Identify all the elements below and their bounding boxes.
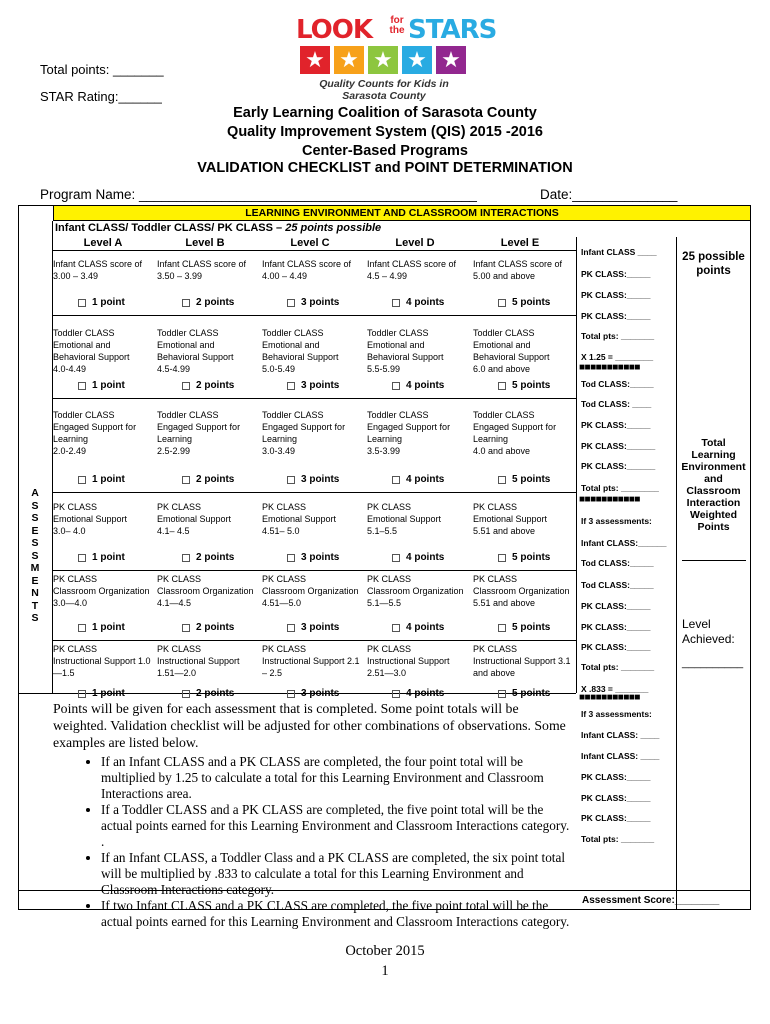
row-divider [53, 570, 576, 571]
page-number: 1 [381, 963, 389, 979]
criteria-line: Toddler CLASS [367, 328, 429, 338]
point-label: 5 points [512, 474, 551, 485]
logo-stars-text: STARS [408, 15, 497, 45]
level-e-heading: Level E [500, 237, 540, 249]
criteria-cell [367, 643, 467, 679]
score-field[interactable]: PK CLASS:_____ [581, 269, 651, 279]
score-field[interactable]: Tod CLASS:_____ [581, 580, 654, 590]
criteria-line: Toddler CLASS [367, 410, 429, 420]
criteria-line: 6.0 and above [473, 364, 531, 374]
title-line-4: VALIDATION CHECKLIST and POINT DETERMINATION [197, 160, 573, 176]
grid-line [53, 250, 576, 251]
criteria-line: Emotional Support [473, 514, 548, 524]
star-icon: ★ [436, 46, 466, 74]
score-field[interactable]: Total pts: _______ [581, 662, 655, 672]
point-label: 2 points [196, 622, 235, 633]
level-a-heading: Level A [83, 237, 123, 249]
criteria-line: 5.1–5.5 [367, 526, 398, 536]
score-field[interactable]: Infant CLASS: ____ [581, 730, 660, 740]
criteria-line: 4.5 – 4.99 [367, 271, 408, 281]
score-field[interactable]: X 1.25 = ________ [581, 352, 654, 362]
criteria-line: Infant CLASS score of [53, 259, 143, 269]
point-option[interactable] [78, 622, 125, 633]
point-option[interactable] [182, 688, 234, 699]
criteria-line: Behavioral Support [367, 352, 444, 362]
point-option[interactable] [498, 474, 550, 485]
checkbox-icon[interactable] [78, 554, 86, 562]
point-label: 3 points [301, 552, 340, 563]
point-option[interactable] [78, 552, 125, 563]
criteria-cell [262, 573, 362, 609]
point-option[interactable] [498, 552, 550, 563]
criteria-line: 3.00 – 3.49 [53, 271, 99, 281]
point-option[interactable] [498, 380, 550, 391]
grid-line [576, 237, 577, 693]
point-option[interactable] [392, 622, 444, 633]
checkbox-icon[interactable] [182, 476, 190, 484]
criteria-line: PK CLASS [262, 644, 307, 654]
criteria-line: PK CLASS [473, 574, 518, 584]
logo-tagline: Quality Counts for Kids in Sarasota County [319, 78, 449, 102]
criteria-cell [262, 327, 362, 375]
criteria-line: PK CLASS [367, 644, 412, 654]
criteria-line: PK CLASS [53, 574, 98, 584]
criteria-line: 1.51—2.0 [157, 668, 197, 678]
criteria-line: 3.50 – 3.99 [157, 271, 203, 281]
criteria-line: Classroom Organization [367, 586, 464, 596]
row-divider [53, 640, 576, 641]
scoring-example: • If a Toddler CLASS and a PK CLASS are completed, the five point total will be the actual points earned for this Learning Environment and Classroom Interactions category. . [101, 802, 573, 850]
criteria-cell [157, 643, 257, 679]
criteria-cell [473, 258, 573, 282]
criteria-line: Emotional and [367, 340, 425, 350]
criteria-cell [367, 501, 467, 537]
criteria-line: Engaged Support for [473, 422, 557, 432]
point-label: 4 points [406, 688, 445, 699]
section-banner: LEARNING ENVIRONMENT AND CLASSROOM INTERACTIONS [53, 205, 751, 221]
criteria-cell [473, 573, 573, 609]
checkbox-icon[interactable] [392, 624, 400, 632]
criteria-line: 5.1—5.5 [367, 598, 402, 608]
point-label: 1 point [92, 622, 125, 633]
criteria-line: 4.5-4.99 [157, 364, 191, 374]
criteria-line: Toddler CLASS [262, 410, 324, 420]
criteria-line: Behavioral Support [157, 352, 234, 362]
checkbox-icon[interactable] [498, 476, 506, 484]
criteria-line: Infant CLASS score of [367, 259, 457, 269]
criteria-line: PK CLASS [262, 574, 307, 584]
checkbox-icon[interactable] [287, 690, 295, 698]
point-option[interactable] [392, 474, 444, 485]
point-label: 2 points [196, 552, 235, 563]
checkbox-icon[interactable] [287, 476, 295, 484]
grid-line [676, 237, 677, 909]
star-icon: ★ [368, 46, 398, 74]
criteria-line: Emotional Support [367, 514, 442, 524]
point-option[interactable] [287, 380, 339, 391]
title-line-2: Quality Improvement System (QIS) 2015 -2016 [227, 124, 543, 140]
point-label: 2 points [196, 688, 235, 699]
checkbox-icon[interactable] [498, 624, 506, 632]
title-line-1: Early Learning Coalition of Sarasota County [233, 105, 537, 121]
point-label: 4 points [406, 474, 445, 485]
point-label: 5 points [512, 552, 551, 563]
point-label: 3 points [301, 688, 340, 699]
criteria-line: and above [473, 668, 516, 678]
criteria-line: Engaged Support for [53, 422, 137, 432]
criteria-cell [473, 327, 573, 375]
criteria-line: PK CLASS [157, 574, 202, 584]
criteria-cell [157, 501, 257, 537]
criteria-line: Toddler CLASS [157, 328, 219, 338]
criteria-line: 5.0-5.49 [262, 364, 296, 374]
score-field[interactable]: Total pts: ________ [581, 483, 659, 493]
criteria-line: – 2.5 [262, 668, 283, 678]
criteria-line: Learning [53, 434, 89, 444]
criteria-line: Classroom Organization [262, 586, 359, 596]
checkbox-icon[interactable] [182, 690, 190, 698]
point-label: 5 points [512, 622, 551, 633]
criteria-line: PK CLASS [473, 502, 518, 512]
checkbox-icon[interactable] [498, 690, 506, 698]
criteria-line: Emotional Support [262, 514, 337, 524]
point-option[interactable] [182, 297, 234, 308]
checkbox-icon[interactable] [78, 382, 86, 390]
score-field[interactable]: PK CLASS:_____ [581, 793, 651, 803]
criteria-line: 2.51—3.0 [367, 668, 407, 678]
criteria-line: PK CLASS [262, 502, 307, 512]
point-label: 4 points [406, 297, 445, 308]
look-for-the-stars-logo [296, 15, 497, 102]
point-label: 3 points [301, 380, 340, 391]
checkbox-icon[interactable] [498, 382, 506, 390]
class-subheading: Infant CLASS/ Toddler CLASS/ PK CLASS – 25 points possible [55, 222, 382, 234]
program-name-field[interactable]: Program Name: _____________________________________________ [40, 187, 477, 202]
criteria-line: Toddler CLASS [473, 328, 535, 338]
total-weighted-points-label: Total Learning Environment and Classroom Interaction Weighted Points [681, 437, 746, 533]
level-achieved-label: Level Achieved: [682, 617, 735, 646]
criteria-line: Instructional Support 1.0 [53, 656, 151, 666]
criteria-line: 2.5-2.99 [157, 446, 191, 456]
level-achieved-field[interactable]: __________ [682, 657, 744, 669]
score-field[interactable]: PK CLASS:_____ [581, 813, 651, 823]
point-option[interactable] [78, 380, 125, 391]
criteria-cell [367, 409, 467, 457]
criteria-line: 4.0-4.49 [53, 364, 87, 374]
criteria-line: Toddler CLASS [53, 328, 115, 338]
criteria-line: 5.00 and above [473, 271, 536, 281]
score-field[interactable]: PK CLASS:_____ [581, 642, 651, 652]
criteria-line: 4.1– 4.5 [157, 526, 190, 536]
criteria-cell [367, 573, 467, 609]
criteria-cell [53, 573, 153, 609]
criteria-cell [53, 409, 153, 457]
scoring-example: • If an Infant CLASS, a Toddler Class and a PK CLASS are completed, the six point total will be multiplied by .833 to calculate a total for this Learning Environment and Classroom Interactions category. [101, 850, 573, 898]
level-c-heading: Level C [290, 237, 330, 249]
checkbox-icon[interactable] [78, 690, 86, 698]
point-label: 3 points [301, 474, 340, 485]
score-field[interactable]: PK CLASS:_____ [581, 601, 651, 611]
star-icon: ★ [334, 46, 364, 74]
point-option[interactable] [287, 688, 339, 699]
criteria-line: Emotional Support [157, 514, 232, 524]
criteria-line: 4.00 – 4.49 [262, 271, 308, 281]
point-option[interactable] [287, 474, 339, 485]
point-option[interactable] [392, 297, 444, 308]
criteria-line: Learning [262, 434, 298, 444]
criteria-cell [262, 643, 362, 679]
criteria-line: 4.0 and above [473, 446, 531, 456]
score-field[interactable]: PK CLASS:_____ [581, 290, 651, 300]
point-label: 1 point [92, 688, 125, 699]
criteria-cell [367, 327, 467, 375]
checkbox-icon[interactable] [498, 554, 506, 562]
checkbox-icon[interactable] [182, 299, 190, 307]
checkbox-icon[interactable] [78, 476, 86, 484]
level-d-heading: Level D [395, 237, 435, 249]
score-field[interactable]: Infant CLASS ____ [581, 247, 657, 257]
point-option[interactable] [78, 474, 125, 485]
criteria-cell [473, 501, 573, 537]
criteria-line: 3.0-3.49 [262, 446, 296, 456]
score-field[interactable]: PK CLASS:______ [581, 441, 656, 451]
criteria-line: Engaged Support for [367, 422, 451, 432]
criteria-line: Learning [367, 434, 403, 444]
total-points-field[interactable]: Total points: _______ [40, 62, 164, 77]
point-label: 4 points [406, 380, 445, 391]
criteria-cell [53, 327, 153, 375]
point-label: 2 points [196, 380, 235, 391]
point-label: 5 points [512, 380, 551, 391]
star-icon: ★ [300, 46, 330, 74]
criteria-line: Instructional Support [157, 656, 240, 666]
criteria-line: PK CLASS [367, 502, 412, 512]
total-points-answer-line[interactable] [682, 560, 746, 561]
criteria-line: Classroom Organization [473, 586, 570, 596]
point-option[interactable] [287, 622, 339, 633]
assessments-note: If 3 assessments: [581, 516, 652, 526]
checkbox-icon[interactable] [78, 299, 86, 307]
checkbox-icon[interactable] [392, 690, 400, 698]
criteria-cell [157, 573, 257, 609]
criteria-line: 3.5-3.99 [367, 446, 401, 456]
checkbox-icon[interactable] [287, 624, 295, 632]
dotted-separator: ■■■■■■■■■■■ [579, 494, 640, 505]
checkbox-icon[interactable] [182, 624, 190, 632]
score-field[interactable]: PK CLASS:_____ [581, 420, 651, 430]
score-field[interactable]: Tod CLASS:_____ [581, 379, 654, 389]
point-label: 1 point [92, 474, 125, 485]
point-option[interactable] [182, 622, 234, 633]
point-option[interactable] [78, 688, 125, 699]
point-option[interactable] [392, 688, 444, 699]
criteria-line: Behavioral Support [473, 352, 550, 362]
checkbox-icon[interactable] [182, 382, 190, 390]
score-field[interactable]: PK CLASS:_____ [581, 622, 651, 632]
criteria-line: Instructional Support 2.1 [262, 656, 360, 666]
criteria-cell [157, 409, 257, 457]
scoring-notes-intro: Points will be given for each assessment that is completed. Some point totals will be weighted. Validation checklist will be adjusted for other combinations of observations. Some examples are listed below. [53, 701, 566, 750]
criteria-line: Emotional and [157, 340, 215, 350]
criteria-line: 2.0-2.49 [53, 446, 87, 456]
row-divider [53, 398, 576, 399]
criteria-line: 5.51 and above [473, 526, 536, 536]
criteria-line: Toddler CLASS [473, 410, 535, 420]
criteria-line: 4.1—4.5 [157, 598, 192, 608]
criteria-line: PK CLASS [53, 644, 98, 654]
assessments-vertical-label: A S S E S S M E N T S [30, 487, 40, 624]
criteria-line: Infant CLASS score of [473, 259, 563, 269]
criteria-line: 3.0– 4.0 [53, 526, 86, 536]
criteria-line: Emotional and [262, 340, 320, 350]
criteria-line: PK CLASS [157, 502, 202, 512]
criteria-line: Toddler CLASS [262, 328, 324, 338]
criteria-line: Infant CLASS score of [262, 259, 352, 269]
criteria-cell [262, 409, 362, 457]
assessment-score-field[interactable]: Assessment Score:________ [582, 895, 720, 906]
criteria-line: Engaged Support for [157, 422, 241, 432]
criteria-cell [367, 258, 467, 282]
logo-look-text: LOOK [296, 15, 372, 45]
criteria-line: 5.5-5.99 [367, 364, 401, 374]
checkbox-icon[interactable] [182, 554, 190, 562]
star-icon: ★ [402, 46, 432, 74]
criteria-cell [53, 643, 153, 679]
possible-points-label: 25 possible points [682, 251, 745, 277]
criteria-line: Instructional Support 3.1 [473, 656, 571, 666]
score-field[interactable]: PK CLASS:______ [581, 461, 656, 471]
point-label: 1 point [92, 380, 125, 391]
criteria-line: PK CLASS [473, 644, 518, 654]
scoring-notes [53, 700, 573, 930]
checkbox-icon[interactable] [287, 554, 295, 562]
checkbox-icon[interactable] [392, 476, 400, 484]
title-line-3: Center-Based Programs [302, 143, 468, 159]
criteria-line: Emotional Support [53, 514, 128, 524]
criteria-line: 4.51—5.0 [262, 598, 302, 608]
criteria-cell [262, 501, 362, 537]
point-option[interactable] [392, 552, 444, 563]
checkbox-icon[interactable] [498, 299, 506, 307]
criteria-cell [53, 258, 153, 282]
criteria-line: Infant CLASS score of [157, 259, 247, 269]
criteria-line: PK CLASS [157, 644, 202, 654]
criteria-line: Learning [157, 434, 193, 444]
date-field[interactable]: Date:______________ [540, 187, 678, 202]
score-field[interactable]: Infant CLASS: ____ [581, 751, 660, 761]
criteria-line: 5.51 and above [473, 598, 536, 608]
logo-star-boxes [300, 46, 466, 74]
point-option[interactable] [498, 688, 550, 699]
point-label: 3 points [301, 622, 340, 633]
scoring-example: • If two Infant CLASS and a PK CLASS are completed, the five point total will be the actual points earned for this Learning Environment and Classroom Interactions category. [101, 898, 573, 930]
row-divider [53, 315, 576, 316]
level-b-heading: Level B [185, 237, 225, 249]
score-field[interactable]: Total pts: _______ [581, 834, 655, 844]
dotted-separator: ■■■■■■■■■■■ [579, 692, 640, 703]
point-option[interactable] [287, 297, 339, 308]
point-label: 4 points [406, 552, 445, 563]
row-divider [53, 492, 576, 493]
criteria-cell [262, 258, 362, 282]
score-field[interactable]: Tod CLASS: ____ [581, 399, 652, 409]
point-label: 1 point [92, 552, 125, 563]
criteria-line: Toddler CLASS [53, 410, 115, 420]
criteria-cell [53, 501, 153, 537]
point-option[interactable] [182, 474, 234, 485]
checkbox-icon[interactable] [392, 382, 400, 390]
footer-date: October 2015 [345, 943, 425, 959]
criteria-line: 3.0—4.0 [53, 598, 88, 608]
point-option[interactable] [392, 380, 444, 391]
criteria-cell [473, 643, 573, 679]
criteria-cell [157, 258, 257, 282]
criteria-line: Emotional and [473, 340, 531, 350]
logo-for-the-text: for the [389, 15, 405, 36]
criteria-cell [157, 327, 257, 375]
point-label: 2 points [196, 297, 235, 308]
criteria-cell [473, 409, 573, 457]
checkbox-icon[interactable] [78, 624, 86, 632]
scoring-example: • If an Infant CLASS and a PK CLASS are completed, the four point total will be multiplied by 1.25 to calculate a total for this Learning Environment and Classroom Interactions area. [101, 754, 573, 802]
point-option[interactable] [78, 297, 125, 308]
checkbox-icon[interactable] [392, 299, 400, 307]
criteria-line: Engaged Support for [262, 422, 346, 432]
assessments-column [18, 221, 53, 693]
score-field[interactable]: Total pts: _______ [581, 331, 655, 341]
score-field[interactable]: PK CLASS:_____ [581, 311, 651, 321]
criteria-line: Learning [473, 434, 509, 444]
criteria-line: Emotional and [53, 340, 111, 350]
criteria-line: Classroom Organization [53, 586, 150, 596]
point-option[interactable] [498, 297, 550, 308]
criteria-line: —1.5 [53, 668, 75, 678]
point-label: 4 points [406, 622, 445, 633]
criteria-line: 4.51– 5.0 [262, 526, 300, 536]
criteria-line: Instructional Support [367, 656, 450, 666]
score-field[interactable]: PK CLASS:_____ [581, 772, 651, 782]
point-label: 1 point [92, 297, 125, 308]
dotted-separator: ■■■■■■■■■■■ [579, 362, 640, 373]
criteria-line: PK CLASS [53, 502, 98, 512]
checkbox-icon[interactable] [392, 554, 400, 562]
score-field[interactable]: X .833 = _______ [581, 684, 649, 694]
point-label: 5 points [512, 297, 551, 308]
score-field[interactable]: Infant CLASS:______ [581, 538, 667, 548]
criteria-line: Toddler CLASS [157, 410, 219, 420]
point-option[interactable] [287, 552, 339, 563]
star-rating-field[interactable]: STAR Rating:______ [40, 89, 162, 104]
criteria-line: Behavioral Support [53, 352, 130, 362]
criteria-line: Classroom Organization [157, 586, 254, 596]
point-option[interactable] [182, 380, 234, 391]
point-label: 3 points [301, 297, 340, 308]
checkbox-icon[interactable] [287, 299, 295, 307]
checkbox-icon[interactable] [287, 382, 295, 390]
assessments-note: If 3 assessments: [581, 709, 652, 719]
criteria-line: PK CLASS [367, 574, 412, 584]
point-option[interactable] [182, 552, 234, 563]
point-label: 5 points [512, 688, 551, 699]
score-field[interactable]: Tod CLASS:_____ [581, 558, 654, 568]
point-option[interactable] [498, 622, 550, 633]
criteria-line: Behavioral Support [262, 352, 339, 362]
point-label: 2 points [196, 474, 235, 485]
